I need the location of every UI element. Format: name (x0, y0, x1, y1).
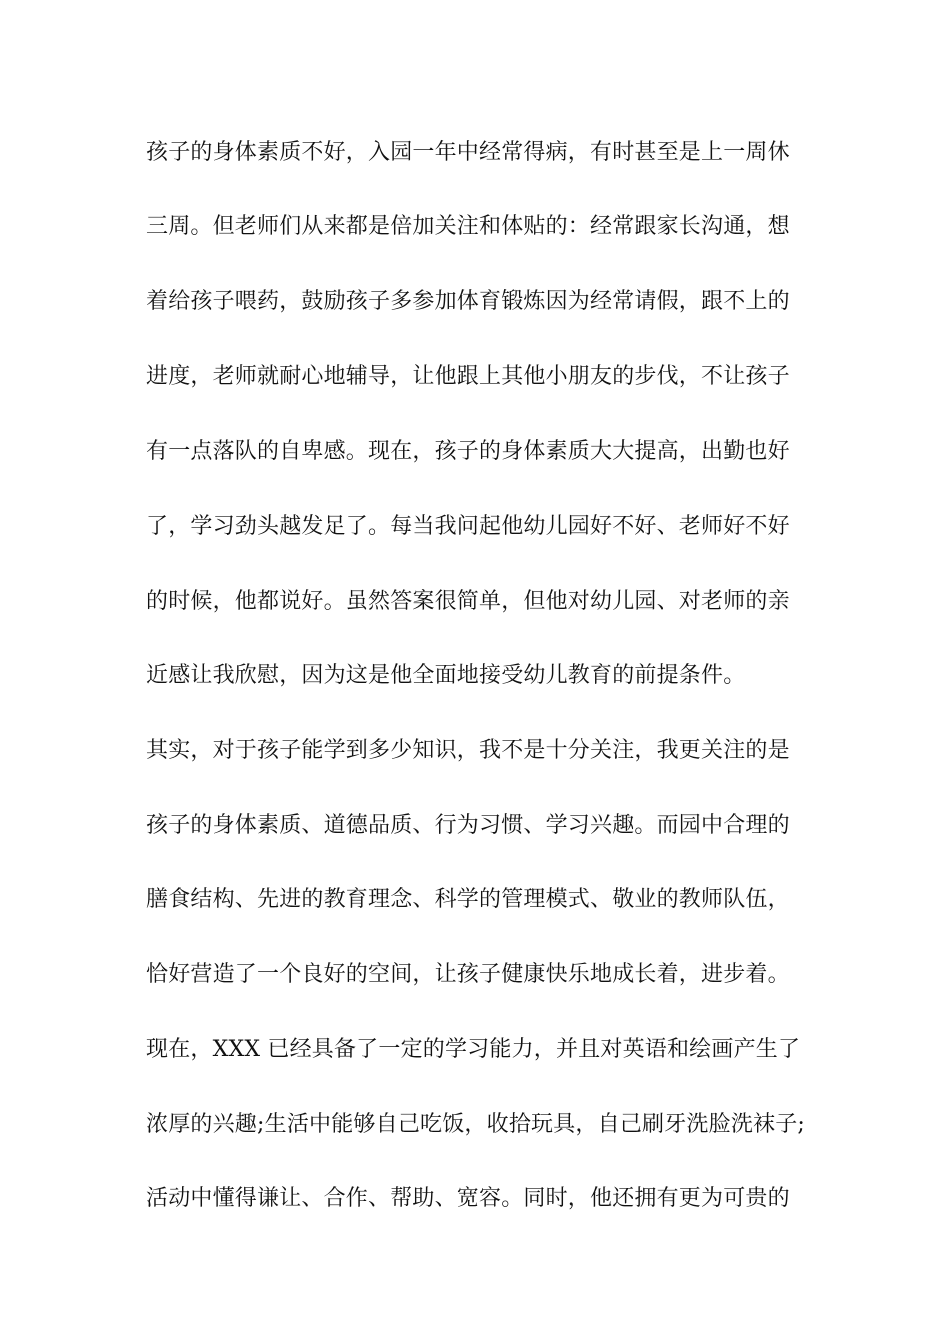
text-line: 孩子的身体素质、道德品质、行为习惯、学习兴趣。而园中合理的 (146, 813, 790, 838)
text-line: 膳食结构、先进的教育理念、科学的管理模式、敬业的教师队伍， (146, 887, 790, 912)
text-line: 进度，老师就耐心地辅导，让他跟上其他小朋友的步伐，不让孩子 (146, 364, 790, 389)
text-line: 着给孩子喂药，鼓励孩子多参加体育锻炼因为经常请假，跟不上的 (146, 289, 790, 314)
text-line: 活动中懂得谦让、合作、帮助、宽容。同时，他还拥有更为可贵的 (146, 1186, 790, 1211)
text-line: 孩子的身体素质不好，入园一年中经常得病，有时甚至是上一周休 (146, 140, 790, 165)
text-line: 了，学习劲头越发足了。每当我问起他幼儿园好不好、老师好不好 (146, 514, 790, 539)
text-line: 浓厚的兴趣;生活中能够自己吃饭，收拾玩具，自己刷牙洗脸洗袜子; (146, 1112, 806, 1137)
text-line: 近感让我欣慰，因为这是他全面地接受幼儿教育的前提条件。 (146, 663, 746, 688)
text-line: 三周。但老师们从来都是倍加关注和体贴的：经常跟家长沟通，想 (146, 214, 790, 239)
text-line: 有一点落队的自卑感。现在，孩子的身体素质大大提高，出勤也好 (146, 439, 790, 464)
text-line: 现在，XXX 已经具备了一定的学习能力，并且对英语和绘画产生了 (146, 1037, 801, 1062)
text-line: 恰好营造了一个良好的空间，让孩子健康快乐地成长着，进步着。 (146, 962, 790, 987)
text-line: 的时候，他都说好。虽然答案很简单，但他对幼儿园、对老师的亲 (146, 589, 790, 614)
text-line: 其实，对于孩子能学到多少知识，我不是十分关注，我更关注的是 (146, 738, 790, 763)
